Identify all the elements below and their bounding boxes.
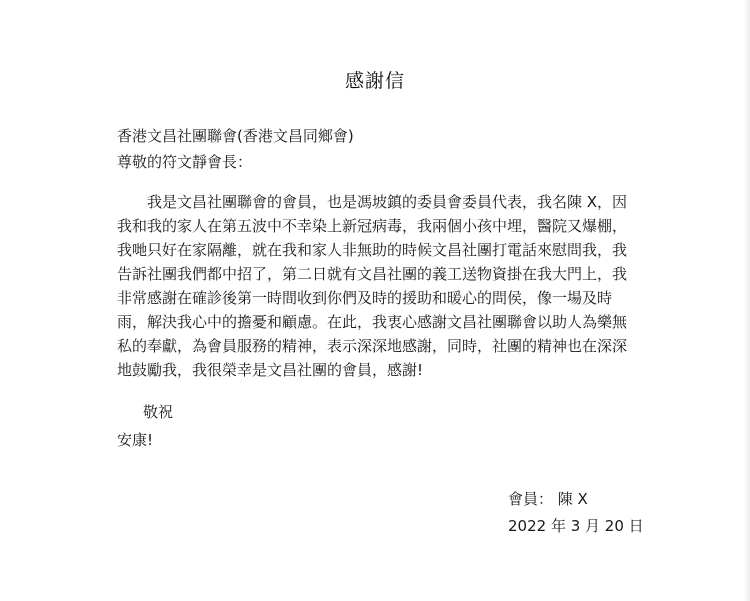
body-line: 地鼓勵我，我很榮幸是文昌社團的會員，感謝!: [117, 361, 424, 379]
letter-body: [117, 190, 635, 382]
body-line: 我和我的家人在第五波中不幸染上新冠病毒，我兩個小孩中埋，醫院又爆棚，: [117, 217, 628, 235]
salutation: 尊敬的符文靜會長：: [117, 153, 253, 171]
recipient-organization: 香港文昌社團聯會(香港文昌同鄉會): [117, 127, 354, 145]
closing-wish: 安康!: [117, 431, 154, 449]
signature-name: 會員： 陳 X: [508, 490, 588, 508]
body-line: 非常感謝在確診後第一時間收到你們及時的援助和暖心的問侯，像一場及時: [117, 289, 613, 307]
body-line: 告訴社團我們都中招了，第二日就有文昌社團的義工送物資掛在我大門上，我: [117, 265, 628, 283]
signature-date: 2022 年 3 月 20 日: [508, 517, 644, 535]
body-line: 私的奉獻，為會員服務的精神，表示深深地感謝，同時，社團的精神也在深深: [117, 337, 628, 355]
page-edge-shadow: [744, 0, 750, 601]
body-line: 雨，解決我心中的擔憂和顧慮。在此，我衷心感謝文昌社團聯會以助人為樂無: [117, 313, 628, 331]
body-line: 我是文昌社團聯會的會員，也是馮坡鎮的委員會委員代表，我名陳 X，因: [147, 193, 628, 211]
letter-title: 感謝信: [344, 70, 405, 92]
closing-greeting: 敬祝: [143, 403, 174, 421]
body-line: 我哋只好在家隔離，就在我和家人非無助的時候文昌社團打電話來慰問我，我: [117, 241, 628, 259]
